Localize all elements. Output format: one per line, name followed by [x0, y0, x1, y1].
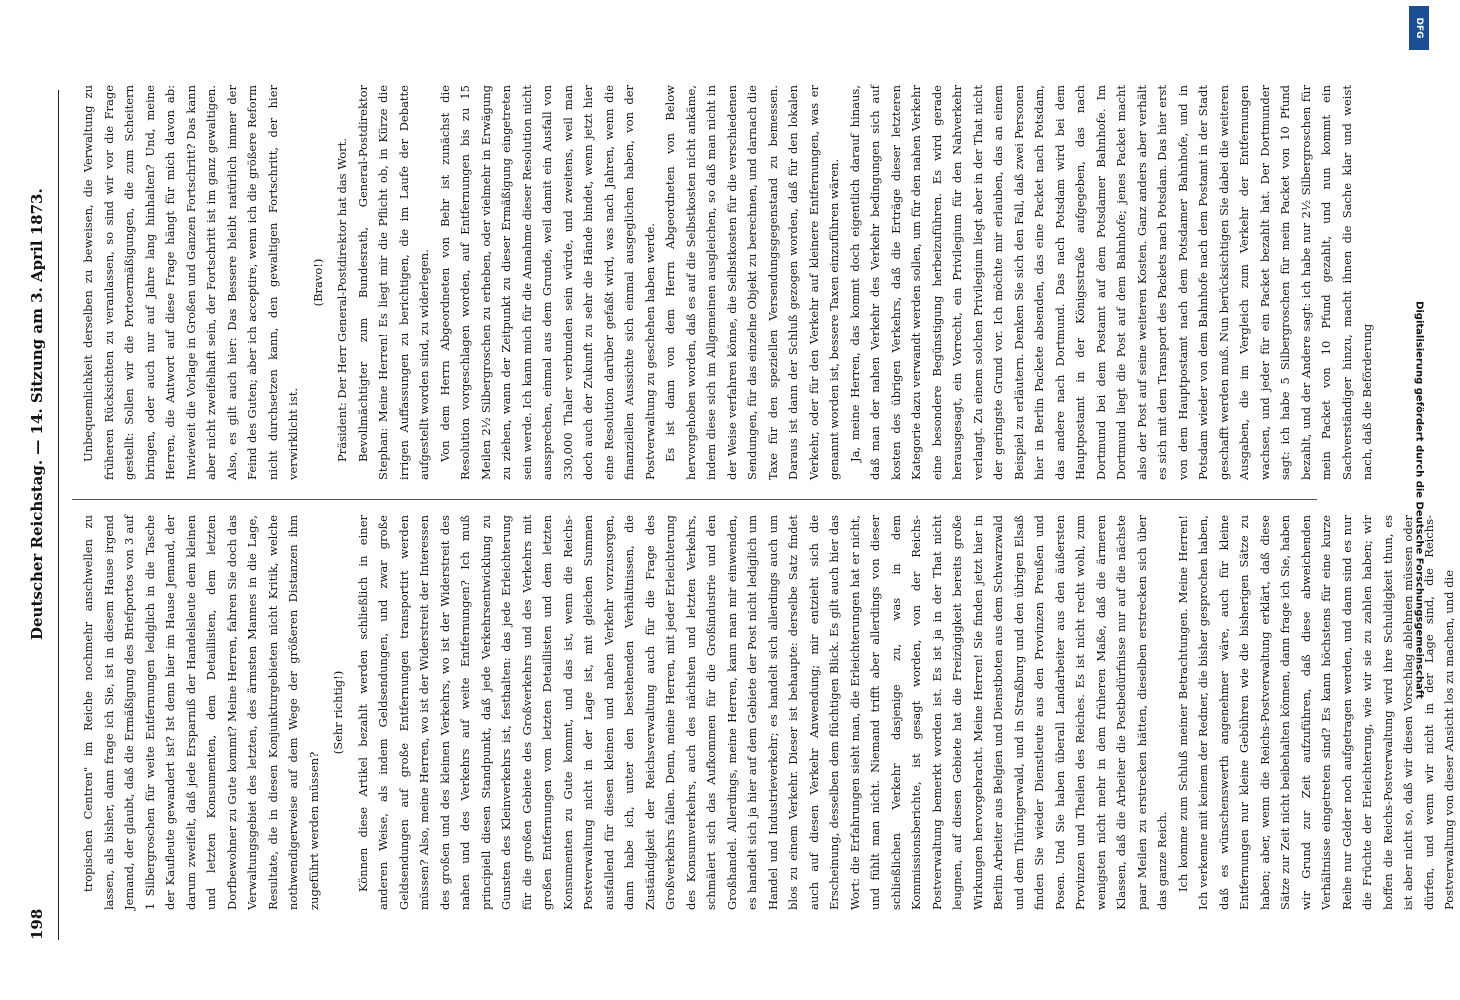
digitization-credit — [1408, 0, 1430, 1000]
paragraph: tropischen Centren" im Reiche nochmehr anschwellen zu lassen, als bisher, dann frage ich Sie, ist in diesem Hause irgend Jemand, der glaubt, daß die Ermäßigung des Briefportos von 3 auf 1 Silbergroschen für weite Entfernungen lediglich in die Tasche der Kaufleute gewandert ist? Ist denn hier im Hause Jemand, der darum zweifelt, daß jede Ersparniß der Handelsleute dem kleinen und letzten Konsumenten, dem Detaillisten, dem letzten Dorfbewohner zu Gute kommt? Meine Herren, fahren Sie doch das Verwaltungsgebiet des letzten, des ärmsten Mannes in die Lage, Resultate, die in diesen Konjunkturgebieten nicht Kritik, welche nothwendigerweise auf dem Wege der größeren Distanzen ihm zugeführt werden müssen? — [81, 515, 321, 910]
dfg-logo: DFG — [1409, 6, 1429, 50]
speaker-paragraph: Präsident: Der Herr General-Postdirektor hat das Wort. — [335, 138, 349, 462]
interjection: (Bravo!) — [310, 258, 325, 307]
credit-text: Digitalisierung gefördert durch die Deutsche Forschungsgemeinschaft — [1413, 301, 1425, 699]
speaker-paragraph: Bevollmächtigter zum Bundesrath, General-Postdirektor Stephan: Meine Herren! Es liegt mir die Pflicht ob, in Kürze die irrigen Auffassungen zu berichtigen, die im Laufe der Debatte aufgestellt worden sind, zu widerlegen. — [355, 85, 431, 480]
paragraph: Können diese Artikel bezahlt werden schließlich in einer anderen Weise, als indem Geldsendungen, und zwar große Geldsendungen auf große Entfernungen transportirt werden müssen? Also, meine Herren, wo ist der Widerstreit der Interessen des großen und des kleinen Verkehrs, wo ist der Widerstreit des nahen und des Verkehrs auf weite Entfernungen? Ich muß principiell diesen Standpunkt, daß jede Verkehrsentwicklung zu Gunsten des Kleinverkehrs ist, festhalten: das jede Erleichterung für die großen Gebiete des Großverkehrs und des Verkehrs mit großen Entfernungen vom letzten Detaillisten und dem letzten Konsumenten zu Gute kommt, und das ist, wenn die Reichs-Postverwaltung nicht in der Lage ist, mit gleichen Summen ausfallend für diesen kleinen und nahen Verkehr vorzusorgen, dann habe ich, unter den bestehenden Verhältnissen, die Zuständigkeit der Reichsverwaltung auch für die Frage des Großverkehrs fallen. Denn, meine Herren, mit jeder Erleichterung des Konsumverkehrs, auch des nächsten und letzten Verkehrs, schmälert sich das Aufkommen für die Großindustrie und den Großhandel. Allerdings, meine Herren, kann man mir einwenden, es handelt sich ja hier auf dem Gebiete der Post nicht lediglich um Handel und Industrieverkehr; es handelt sich allerdings auch um blos zu einem Verkehr. Dieser ist behaupte: derselbe Satz findet auch auf diesen Verkehr Anwendung; mir entzieht sich die Erscheinung, desselben dem flüchtigen Blick. Es gilt auch hier das Wort: die Erfahrungen sieht man, die Erleichterungen hat er nicht, und fühlt man nicht. Niemand trifft aber allerdings von dieser schließlichen Verkehr dasjenige zu, was in dem Kommissionsberichte, ist gesagt worden, von der Reichs-Postverwaltung bemerkt worden ist. Es ist ja in der That nicht leugnen, auf diesen Gebiete hat die Freizügigkeit bereits große Wirkungen hervorgebracht. Meine Herren! Sie finden jetzt hier in Berlin Arbeiter aus Belgien und Dienstboten aus dem Schwarzwald und dem Thüringerwald, und in Straßburg und den übrigen Elsaß finden Sie wieder Dienstleute aus den Provinzen Preußen und Posen. Und Sie haben überall Landarbeiter aus den äußersten Provinzen und Theilen des Reiches. Es ist nicht recht wohl, zum wenigsten nicht mehr in dem früheren Maße, daß die ärmeren Klassen, daß die Arbeiter die Postbedürfnisse nur auf die nächste paar Meilen zu erstrecken hätten, dieselben erstrecken sich über das ganze Reich. — [355, 515, 1169, 910]
running-head: Deutscher Reichstag. — 14. Sitzung am 3. April 1873. — [28, 188, 46, 640]
paragraph: Ich komme zum Schluß meiner Betrachtungen. Meine Herren! Ich verkenne mit keinem der Redner, die bisher gesprochen haben, daß es wünschenswerth angenehmer wäre, auch für kleine Entfernungen nur kleine Gebühren wie die bisherigen Sätze zu haben; aber, wenn die Reichs-Postverwaltung erklärt, daß diese Sätze zur Zeit nicht beibehalten können, dann frage ich Sie, haben wir Grund zur Zeit aufzuführen, daß diese abweichenden Verhältnisse eingetreten sind? Es kann höchstens für eine kurze Reihe nur Gelder noch aufgetragen werden, und dann sind es nur die Früchte der Erleichterung, wie wir sie zu zahlen haben; wir hoffen die Reichs-Postverwaltung wird ihre Schuldigkeit thun, es ist aber nicht so, daß wir diesen Vorschlag ablehnen müssen oder dürfen, und wenn wir nicht in der Lage sind, die Reichs-Postverwaltung von dieser Ansicht los zu machen, und die — [1175, 515, 1456, 910]
paragraph: Ja, meine Herren, das kommt doch eigentlich darauf hinaus, daß man der nahen Verkehr des Verkehr bedingungen sich auf kosten des übrigen Verkehrs, daß die Erträge dieser letzteren Kategorie dazu verwandt werden sollen, um für den nahen Verkehr eine besondere Begünstigung herbeizuführen. Es wird gerade herausgesagt, ein Vorrecht, ein Privilegium für den Nahverkehr verlangt. Zu einem solchen Privilegium liegt aber in der That nicht der geringste Grund vor. Ich möchte mir erlauben, das an einem Beispiel zu erläutern. Denken Sie sich den Fall, daß zwei Personen hier in Berlin Packete absenden, das eine Packet nach Potsdam, das andere nach Dortmund. Das nach Potsdam wird bei dem Hauptpostamt in der Königsstraße aufgegeben, das nach Dortmund bei dem Postamt auf dem Potsdamer Bahnhofe. Im Dortmund liegt die Post auf dem Bahnhofe; jenes Packet macht also der Post auf seine weiteren Kosten. Ganz anders aber verhält es sich mit dem Transport des Packets nach Potsdam. Das hier erst von dem Hauptpostamt nach dem Potsdamer Bahnhofe, und in Potsdam wieder von dem Bahnhofe nach dem Postamt in der Stadt geschafft werden muß. Nun berücksichtigen Sie dabei die weiteren Ausgaben, die im Vergleich zum Verkehr der Entfernungen wachsen, und jeder für ein Packet bezahlt hat. Der Dortmunder sagt: ich habe 5 Silbergroschen für mein Packet von 10 Pfund bezahlt, und der Andere sagt: ich habe nur 2½ Silbergroschen für mein Packet von 10 Pfund gezahlt, und nun kommt ein Sachverständiger hinzu, macht ihnen die Sache klar und weist nach, daß die Beförderung — [847, 85, 1374, 480]
paragraph: Unbequemlichkeit derselben zu beweisen, die Verwaltung zu früheren Rücksichten zu veranlassen, so sind wir vor die Frage gestellt: Sollen wir die Portoermäßigungen, die zum Scheitern bringen, oder auch nur auf Jahre lang hinhalten? Und, meine Herren, die Antwort auf diese Frage hängt für mich davon ab: Inwieweit die Vorlage in Großen und Ganzen Fortschritt? Das kann aber nicht zweifelhaft sein, der Fortschritt ist im ganz gewaltigen. Also, es gilt auch hier: Das Bessere bleibt natürlich immer der Feind des Guten; aber ich acceptire, wenn ich die größere Reform nicht durchsetzen kann, den gewaltigen Fortschritt, der hier verwirklicht ist. — [81, 85, 300, 480]
interjection: (Sehr richtig!) — [331, 670, 345, 755]
page-number: 198 — [28, 908, 46, 940]
paragraph: Von dem Herrn Abgeordneten von Behr ist zunächst die Resolution vorgeschlagen worden, auf Entfernungen bis zu 15 Meilen 2½ Silbergroschen zu erheben, oder vielmehr in Erwägung zu ziehen, wann der Zeitpunkt zu dieser Ermäßigung eingetreten sein werde. Ich kann mich für die Annahme dieser Resolution nicht aussprechen, einmal aus dem Grunde, weil damit ein Ausfall von 330,000 Thaler verbunden sein würde, und zweitens, weil man doch auch der Zukunft zu sehr die Hände bindet, wenn jetzt hier eine Resolution darüber gefaßt wird, was nach Jahren, wenn die finanziellen Aussichte sich einmal ausgeglichen haben, von der Postverwaltung zu geschehen haben werde. — [437, 85, 657, 480]
column-divider — [72, 499, 1317, 500]
header-rule — [58, 90, 59, 940]
paragraph: Es ist dann von dem Herrn Abgeordneten von Below hervorgehoben worden, daß es auf die Selbstkosten nicht ankäme, indem diese sich im Allgemeinen ausgleichen, so daß man nicht in der Weise verfahren könne, die Selbstkosten für die verschiedenen Sendungen, für das einzelne Objekt zu berechnen, und darnach die Taxe für den speziellen Versendungsgegenstand zu bemessen. Daraus ist dann der Schluß gezogen worden, daß für den lokalen Verkehr, oder für den Verkehr auf kleinere Entfernungen, was er genannt worden ist, bessere Taxen einzuführen wären. — [663, 85, 841, 480]
right-column — [78, 85, 1374, 480]
left-column — [78, 515, 1456, 910]
